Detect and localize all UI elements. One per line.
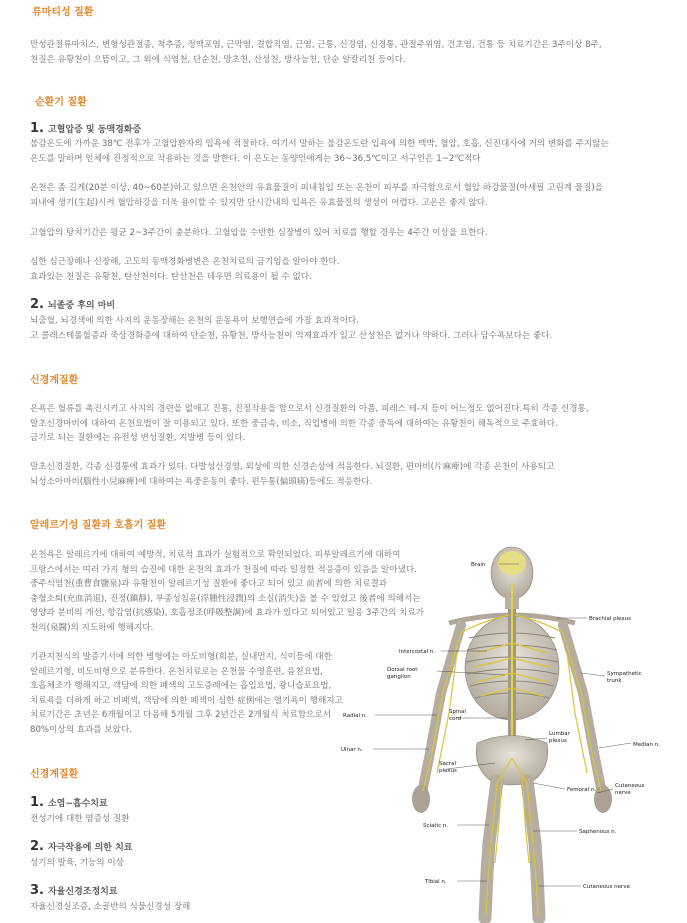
pelvis-shape	[476, 736, 547, 786]
subheading-item-1	[30, 796, 108, 812]
nervous-system-illustration	[337, 543, 687, 923]
subheading-item-2	[30, 840, 133, 856]
section-title-neurological-2: 신경계질환	[30, 769, 79, 780]
subheading-title: 자율신경조정치료	[47, 887, 118, 897]
subheading-number: 2.	[30, 297, 44, 312]
text-line: 만성관절류마치스, 변형성관절증, 척추증, 정맥포염, 근막염, 결합직염, 근염, 근통, 신경염, 신경통, 관절주위염, 건초염, 건통 등 치료기간은 3주이상 8주,	[30, 40, 602, 50]
label-ulnar: Ulnar n.	[341, 747, 363, 753]
brain-shape	[498, 551, 526, 575]
neurological-para-2	[30, 460, 554, 489]
label-cord: cord	[449, 716, 462, 722]
text-line: 치료기간은 초년은 6개월이고 다음해 5개월 그후 2년간은 2개월식 치료함으로서	[30, 710, 332, 721]
subheading-number: 2.	[30, 839, 44, 854]
rheumatic-text	[30, 38, 602, 67]
label-cutaneous-nerve-2: Cutaneous nerve	[583, 884, 630, 890]
subheading-item-3	[30, 884, 118, 900]
label-saphenous: Saphenous n.	[579, 829, 617, 835]
label-radial: Radial n.	[343, 713, 367, 719]
allergy-para-2	[30, 650, 343, 738]
text-line: 말초신경마비에 대하여 온천요법이 잘 이용되고 있다. 또한 중금속, 비소, 직업병에 의한 각종 중독에 대하여는 유황천이 해독적으로 주효하다.	[30, 418, 558, 429]
label-tibial: Tibial n.	[425, 879, 447, 885]
label-trunk: trunk	[607, 678, 622, 684]
label-brain: Brain	[471, 562, 486, 568]
hypertension-para-1	[30, 137, 609, 166]
stroke-text	[30, 314, 552, 343]
text-line: 온천은 좀 길게(20분 이상, 40~60분)하고 있으면 온천안의 유효물질이 피내침입 또는 온천이 피부를 자극함으로서 혈압 하강물질(아세필 고린계 물질)을	[30, 183, 604, 193]
text-line: 80%이상의 효과를 보았다.	[30, 724, 133, 735]
subheading-title: 뇌졸중 후의 마비	[47, 301, 116, 311]
hypertension-para-3	[30, 226, 488, 241]
subheading-hypertension	[30, 122, 141, 138]
text-line: 호흡체조가 행해지고, 객담에 의한 폐색의 고도증례에는 흡입요법, 광니습포요법,	[30, 681, 332, 692]
text-line: 말초신경질환, 각종 신경통에 효과가 있다. 다발성신경염, 외상에 의한 신경손상에 적응한다. 뇌질환, 편마비(片麻痺)에 각종 온천이 사용되고	[30, 462, 555, 472]
label-lumbar: Lumbar	[549, 731, 570, 737]
label-brachial-plexus: Brachial plexus	[589, 616, 632, 622]
text-line: 뇌출혈, 뇌경색에 의한 사지의 운동장해는 온천의 운동욕이 보행연습에 가장 효과적이다.	[30, 316, 359, 326]
section-title-circulatory: 순환기 질환	[35, 97, 87, 108]
text-line: 고 콜레스테롤혈증과 죽상경화증에 대하여 단순천, 유황천, 방사능천이 억제효과가 있고 산성천은 없거나 약하다. 그러나 담수욕보다는 좋다.	[30, 330, 553, 341]
label-lumbar-plexus: plexus	[549, 738, 567, 744]
hypertension-para-4	[30, 255, 340, 284]
text-line: 고혈압의 탕치기간은 평균 2~3주간이 충분하다. 고혈압을 수반한 심장병이 있어 치료를 행할 경우는 4주간 이상을 요한다.	[30, 228, 488, 238]
item-2-desc: 성기의 발육, 기능의 이상	[30, 858, 124, 868]
text-line: 효과있는 천질은 유황천, 탄산천이다. 탄산천은 데우면 의료용이 될 수 없다.	[30, 271, 312, 282]
label-spinal: Spinal	[449, 709, 466, 715]
text-line: 영양과 분비의 개선, 항감염(抗感染), 호흡정조(呼吸整調)에 효과가 있다고 되어있고 일응 3주간의 치료가	[30, 608, 425, 619]
arm-right	[563, 625, 612, 813]
subheading-title: 소염~흡수치료	[47, 799, 108, 809]
label-femoral: Femoral n.	[567, 787, 597, 793]
nervous-system-svg	[337, 543, 687, 923]
subheading-number: 3.	[30, 883, 44, 898]
neurological-para-1	[30, 402, 589, 446]
label-sciatic: Sciatic n.	[423, 823, 449, 829]
label-dorsal-root: Dorsal root	[387, 667, 418, 673]
text-line: 온천욕은 알레르기에 대하여 예방적, 치료적 효과가 실험적으로 확인되었다. 피부알레르기에 대하여	[30, 550, 401, 560]
subheading-title: 고혈압증 및 동맥경화증	[47, 125, 142, 135]
text-line: 천의(泉醫)의 지도하에 행해지다.	[30, 622, 154, 633]
text-line: 충혈소퇴(充血消退), 진정(鎭靜), 부종성침윤(浮腫性浸潤)의 소실(消失)을 볼 수 있었고 後者에 의해서는	[30, 593, 421, 604]
text-line: 뇌성소아마비(腦性小兒麻痺)에 대하여는 욕중운동이 좋다. 편두통(偏頭痛)등에도 적응한다.	[30, 476, 373, 487]
text-line: 금기로 되는 질환에는 유전성 변성질환, 지발병 등이 있다.	[30, 433, 246, 444]
text-line: 천질은 유황천이 으뜸이고, 그 외에 식염천, 단순천, 망초천, 산성천, 방사능천, 단순 알칼리천 등이다.	[30, 54, 406, 65]
label-intercostal: Intercostal n.	[399, 649, 436, 655]
label-sacral: Sacral	[439, 761, 457, 767]
text-line: 프랑스에서는 여러 가지 형의 습진에 대한 온천의 효과가 천질에 따라 일정한 적응증이 있음을 알아냈다.	[30, 564, 417, 575]
text-line: 온욕은 혈류를 촉진시키고 사지의 경련을 없애고 진통, 진정작용을 함으로서 신경질환의 아픔, 피레스 테-지 등이 어느정도 없어진다.특히 각종 신경통,	[30, 404, 589, 414]
subheading-number: 1.	[30, 121, 44, 136]
text-line: 중주식염천(重曹食鹽泉)과 유황천이 알레르기성 질환에 좋다고 되어 있고 前者에 의한 치료결과	[30, 579, 388, 590]
label-ganglion: ganglion	[387, 674, 411, 680]
label-cutaneous-nerve: nerve	[615, 790, 631, 796]
label-sympathetic: Sympathetic	[607, 671, 642, 677]
subheading-number: 1.	[30, 795, 44, 810]
section-title-neurological: 신경계질환	[30, 375, 79, 386]
section-title-rheumatic: 류마티성 질환	[32, 7, 94, 18]
label-sacral-plexus: plexus	[439, 768, 457, 774]
section-title-allergy: 알레르기성 질환과 호흡기 질환	[30, 520, 167, 531]
subheading-title: 자극작용에 의한 치료	[47, 843, 133, 853]
text-line: 온도를 말하며 인체에 진정적으로 작용하는 것을 말한다. 이 온도는 동양인에게는 36~36.5℃이고 서구인은 1~2℃적다	[30, 153, 481, 164]
item-3-desc: 자율신경실조증, 소골반의 식물신경성 장해	[30, 902, 191, 912]
text-line: 알레르기형, 비도비형으로 분류한다. 온천치료로는 온천물 수영훈련, 음천요법,	[30, 666, 323, 677]
text-line: 치료욕을 더하게 하고 비폐색, 객담에 의한 폐색이 심한 症例에는 열기욕이 행해지고	[30, 695, 343, 706]
label-cutaneous: Cutaneous	[615, 783, 645, 789]
text-line: 기관지천식의 발증기서에 의한 병형에는 아도비형(회분, 실내먼지, 식이등에 대한	[30, 652, 332, 662]
text-line: 불감온도에 가까운 38℃ 전후가 고혈압환자의 입욕에 적절하다. 여기서 말하는 불감온도란 입욕에 의한 맥박, 혈압, 호흡, 신진대사에 거의 변화를 주지않는	[30, 139, 609, 149]
item-1-desc: 전성기에 대한 염증성 질환	[30, 814, 130, 824]
subheading-stroke	[30, 298, 115, 314]
text-line: 심한 심근장해나 신장해, 고도의 동맥경화병변은 온천치료의 금기임을 알아야 한다.	[30, 257, 340, 267]
hypertension-para-2	[30, 181, 603, 210]
text-line: 피내에 생기(生起)시켜 혈압하강을 더욱 용이할 수 있지만 단시간내의 입욕은 유효물질의 생성이 어렵다. 고온은 좋지 않다.	[30, 197, 488, 208]
label-median: Median n.	[633, 742, 660, 748]
